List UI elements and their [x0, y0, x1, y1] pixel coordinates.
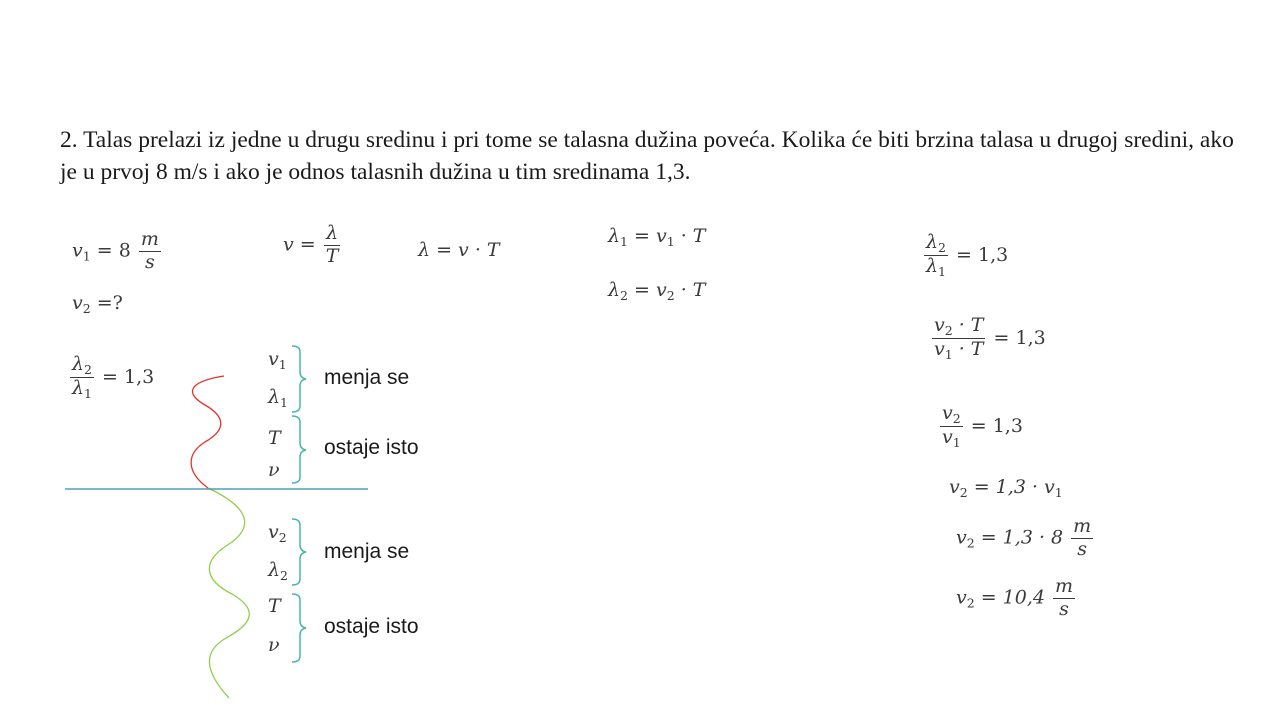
upper-wave: [191, 376, 224, 488]
given-v2: $v_2$ =?: [72, 292, 123, 316]
formula-lambda2: $\lambda_2 = v_2 \cdot T$: [608, 279, 706, 303]
formula-lambda-def: λ = v · T: [418, 239, 500, 261]
lower-v2: $v_2$: [268, 521, 287, 545]
upper-same-label: ostaje isto: [324, 436, 419, 459]
formula-v-def: v = $\frac{\lambda}{T}$: [283, 222, 339, 267]
upper-lambda1: $\lambda_1$: [268, 386, 288, 410]
lower-period: T: [268, 595, 281, 617]
brace-upper-changes: [292, 346, 306, 412]
lower-lambda2: $\lambda_2$: [268, 559, 288, 583]
solution-step-3: $\frac{v_2}{v_1}$ = 1,3: [942, 402, 1023, 451]
upper-period: T: [268, 427, 281, 449]
lower-changes-label: menja se: [324, 540, 410, 563]
problem-statement: 2. Talas prelazi iz jedne u drugu sredinu i pri tome se talasna dužina poveća. Kolika će biti brzina talasa u drugoj sredini, ako je u prvoj 8 m/s i ako je odnos talasnih dužina u tim sredinama 1,3.: [60, 127, 1234, 185]
brace-lower-changes: [292, 519, 306, 585]
unit-ms: $\frac{m}{s}$: [140, 228, 159, 273]
given-v1: $v_1 = 8$ $\frac{m}{s}$: [72, 228, 159, 273]
upper-changes-label: menja se: [324, 366, 410, 389]
lower-wave: [208, 488, 249, 698]
solution-step-5: $v_2 = 1,3 \cdot 8$ $\frac{m}{s}$: [956, 515, 1092, 560]
solution-step-1: $\frac{\lambda_2}{\lambda_1}$ = 1,3: [926, 231, 1009, 280]
given-ratio: $\frac{\lambda_2}{\lambda_1}$ = 1,3: [72, 353, 155, 402]
brace-upper-same: [292, 416, 306, 483]
solution-step-2: $\frac{v_2 \cdot T}{v_1 \cdot T}$ = 1,3: [934, 314, 1046, 363]
solution-step-6-result: $v_2 = 10,4$ $\frac{m}{s}$: [956, 575, 1074, 620]
upper-v1: $v_1$: [268, 348, 287, 372]
upper-frequency: ν: [268, 459, 280, 481]
formula-lambda1: $\lambda_1 = v_1 \cdot T$: [608, 225, 706, 249]
brace-lower-same: [292, 594, 306, 662]
solution-step-4: $v_2 = 1,3 \cdot v_1$: [949, 476, 1063, 500]
lower-same-label: ostaje isto: [324, 615, 419, 638]
lower-frequency: ν: [268, 634, 280, 656]
